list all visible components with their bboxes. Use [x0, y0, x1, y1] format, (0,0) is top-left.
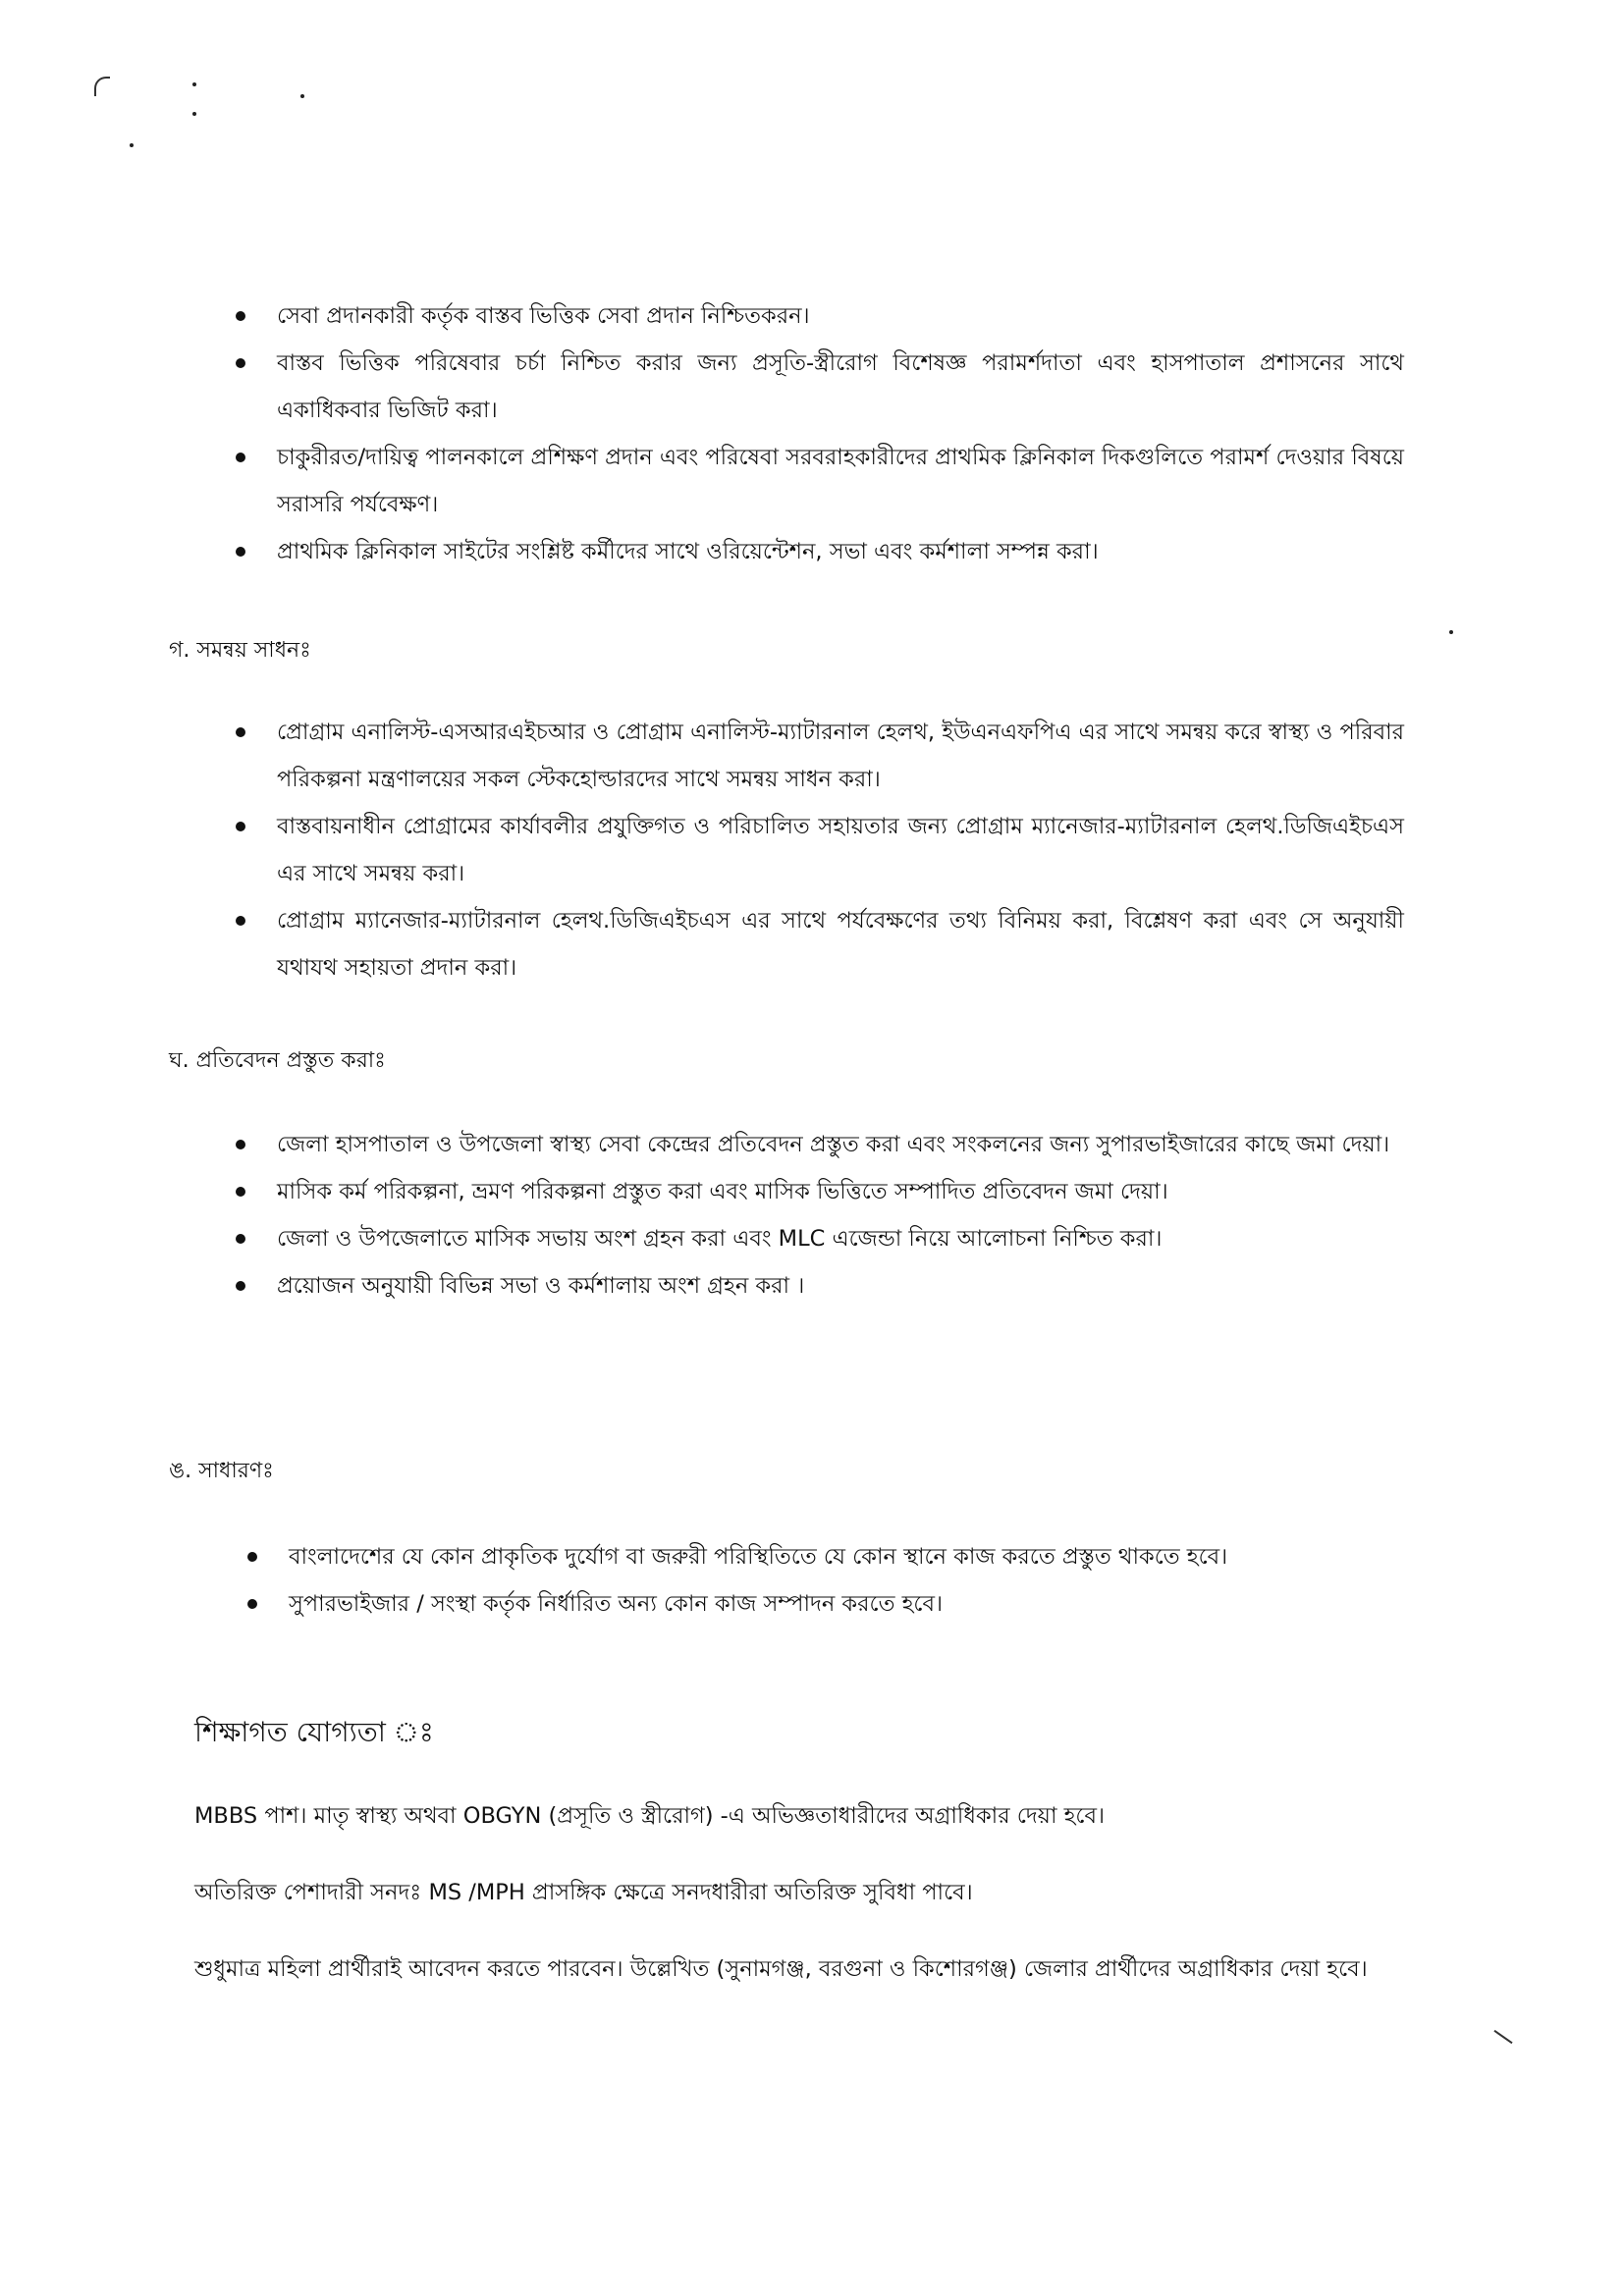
bullet-icon	[236, 547, 245, 557]
reporting-bullet-list	[226, 1121, 1404, 1309]
list-item-text: প্রাথমিক ক্লিনিকাল সাইটের সংশ্লিষ্ট কর্মীদের সাথে ওরিয়েন্টেশন, সভা এবং কর্মশালা সম্পন্ন করা।	[277, 539, 1099, 564]
bullet-icon	[236, 822, 245, 831]
bullet-icon	[236, 1281, 245, 1291]
list-item	[226, 897, 1404, 991]
bullet-icon	[236, 1187, 245, 1197]
list-item-text: প্রোগ্রাম এনালিস্ট-এসআরএইচআর ও প্রোগ্রাম এনালিস্ট-ম্যাটারনাল হেলথ, ইউএনএফপিএ এর সাথে সমন্বয় করে স্বাস্থ্য ও পরিবার পরিকল্পনা মন্ত্রণালয়ের সকল স্টেকহোল্ডারদের সাথে সমন্বয় সাধন করা।	[277, 720, 1404, 792]
bullet-icon	[236, 1140, 245, 1149]
bullet-icon	[247, 1599, 257, 1609]
bullet-icon	[236, 1234, 245, 1244]
list-item	[226, 1121, 1404, 1168]
scan-speck	[130, 143, 134, 147]
list-item-text: বাংলাদেশের যে কোন প্রাকৃতিক দুর্যোগ বা জরুরী পরিস্থিতিতে যে কোন স্থানে কাজ করতে প্রস্তুত থাকতে হবে।	[289, 1544, 1228, 1570]
bullet-icon	[236, 453, 245, 462]
list-item-text: প্রয়োজন অনুযায়ী বিভিন্ন সভা ও কর্মশালায় অংশ গ্রহন করা ।	[277, 1273, 805, 1299]
qualification-paragraph: শুধুমাত্র মহিলা প্রার্থীরাই আবেদন করতে পারবেন। উল্লেখিত (সুনামগঞ্জ, বরগুনা ও কিশোরগঞ্জ) জেলার প্রার্থীদের অগ্রাধিকার দেয়া হবে।	[194, 1956, 1368, 1982]
coordination-bullet-list	[226, 709, 1404, 991]
bullet-icon	[236, 358, 245, 368]
qualification-paragraph: MBBS পাশ। মাতৃ স্বাস্থ্য অথবা OBGYN (প্রসূতি ও স্ত্রীরোগ) -এ অভিজ্ঞতাধারীদের অগ্রাধিকার দেয়া হবে।	[194, 1803, 1106, 1829]
list-item	[226, 803, 1404, 897]
list-item	[238, 1580, 1416, 1628]
list-item-text: জেলা হাসপাতাল ও উপজেলা স্বাস্থ্য সেবা কেন্দ্রের প্রতিবেদন প্রস্তুত করা এবং সংকলনের জন্য সুপারভাইজারের কাছে জমা দেয়া।	[277, 1132, 1390, 1157]
qualifications-title: শিক্ষাগত যোগ্যতা ঃ	[194, 1716, 434, 1748]
scan-mark	[94, 77, 110, 96]
bullet-icon	[236, 916, 245, 926]
list-item	[226, 293, 1404, 340]
scan-speck	[1449, 630, 1453, 634]
list-item-text: চাকুরীরত/দায়িত্ব পালনকালে প্রশিক্ষণ প্রদান এবং পরিষেবা সরবরাহকারীদের প্রাথমিক ক্লিনিকাল দিকগুলিতে পরামর্শ দেওয়ার বিষয়ে সরাসরি পর্যবেক্ষণ।	[277, 445, 1404, 517]
section-heading-coordination: গ. সমন্বয় সাধনঃ	[169, 638, 311, 663]
bullet-icon	[247, 1552, 257, 1562]
scan-speck	[300, 94, 304, 98]
list-item	[226, 709, 1404, 803]
list-item-text: মাসিক কর্ম পরিকল্পনা, ভ্রমণ পরিকল্পনা প্রস্তুত করা এবং মাসিক ভিত্তিতে সম্পাদিত প্রতিবেদন জমা দেয়া।	[277, 1179, 1168, 1204]
list-item-text: সেবা প্রদানকারী কর্তৃক বাস্তব ভিত্তিক সেবা প্রদান নিশ্চিতকরন।	[277, 303, 810, 329]
list-item	[238, 1533, 1416, 1580]
intro-bullet-list	[226, 293, 1404, 575]
scan-speck	[192, 112, 196, 116]
list-item	[226, 1215, 1404, 1262]
list-item	[226, 1262, 1404, 1309]
qualification-paragraph: অতিরিক্ত পেশাদারী সনদঃ MS /MPH প্রাসঙ্গিক ক্ষেত্রে সনদধারীরা অতিরিক্ত সুবিধা পাবে।	[194, 1880, 973, 1905]
general-bullet-list	[238, 1533, 1416, 1628]
list-item	[226, 1168, 1404, 1215]
list-item-text: বাস্তব ভিত্তিক পরিষেবার চর্চা নিশ্চিত করার জন্য প্রসূতি-স্ত্রীরোগ বিশেষজ্ঞ পরামর্শদাতা এবং হাসপাতাল প্রশাসনের সাথে একাধিকবার ভিজিট করা।	[277, 350, 1404, 423]
section-heading-general: ঙ. সাধারণঃ	[169, 1459, 274, 1483]
list-item-text: প্রোগ্রাম ম্যানেজার-ম্যাটারনাল হেলথ.ডিজিএইচএস এর সাথে পর্যবেক্ষণের তথ্য বিনিময় করা, বিশ্লেষণ করা এবং সে অনুযায়ী যথাযথ সহায়তা প্রদান করা।	[277, 908, 1404, 981]
list-item	[226, 340, 1404, 434]
bullet-icon	[236, 727, 245, 737]
section-heading-reporting: ঘ. প্রতিবেদন প্রস্তুত করাঃ	[169, 1048, 386, 1073]
bullet-icon	[236, 311, 245, 321]
scan-mark	[1493, 2030, 1512, 2044]
list-item-text: জেলা ও উপজেলাতে মাসিক সভায় অংশ গ্রহন করা এবং MLC এজেন্ডা নিয়ে আলোচনা নিশ্চিত করা।	[277, 1226, 1163, 1252]
list-item	[226, 434, 1404, 528]
list-item-text: সুপারভাইজার / সংস্থা কর্তৃক নির্ধারিত অন্য কোন কাজ সম্পাদন করতে হবে।	[289, 1591, 944, 1617]
scan-speck	[192, 82, 196, 86]
list-item	[226, 528, 1404, 575]
list-item-text: বাস্তবায়নাধীন প্রোগ্রামের কার্যাবলীর প্রযুক্তিগত ও পরিচালিত সহায়তার জন্য প্রোগ্রাম ম্যানেজার-ম্যাটারনাল হেলথ.ডিজিএইচএস এর সাথে সমন্বয় করা।	[277, 814, 1404, 886]
